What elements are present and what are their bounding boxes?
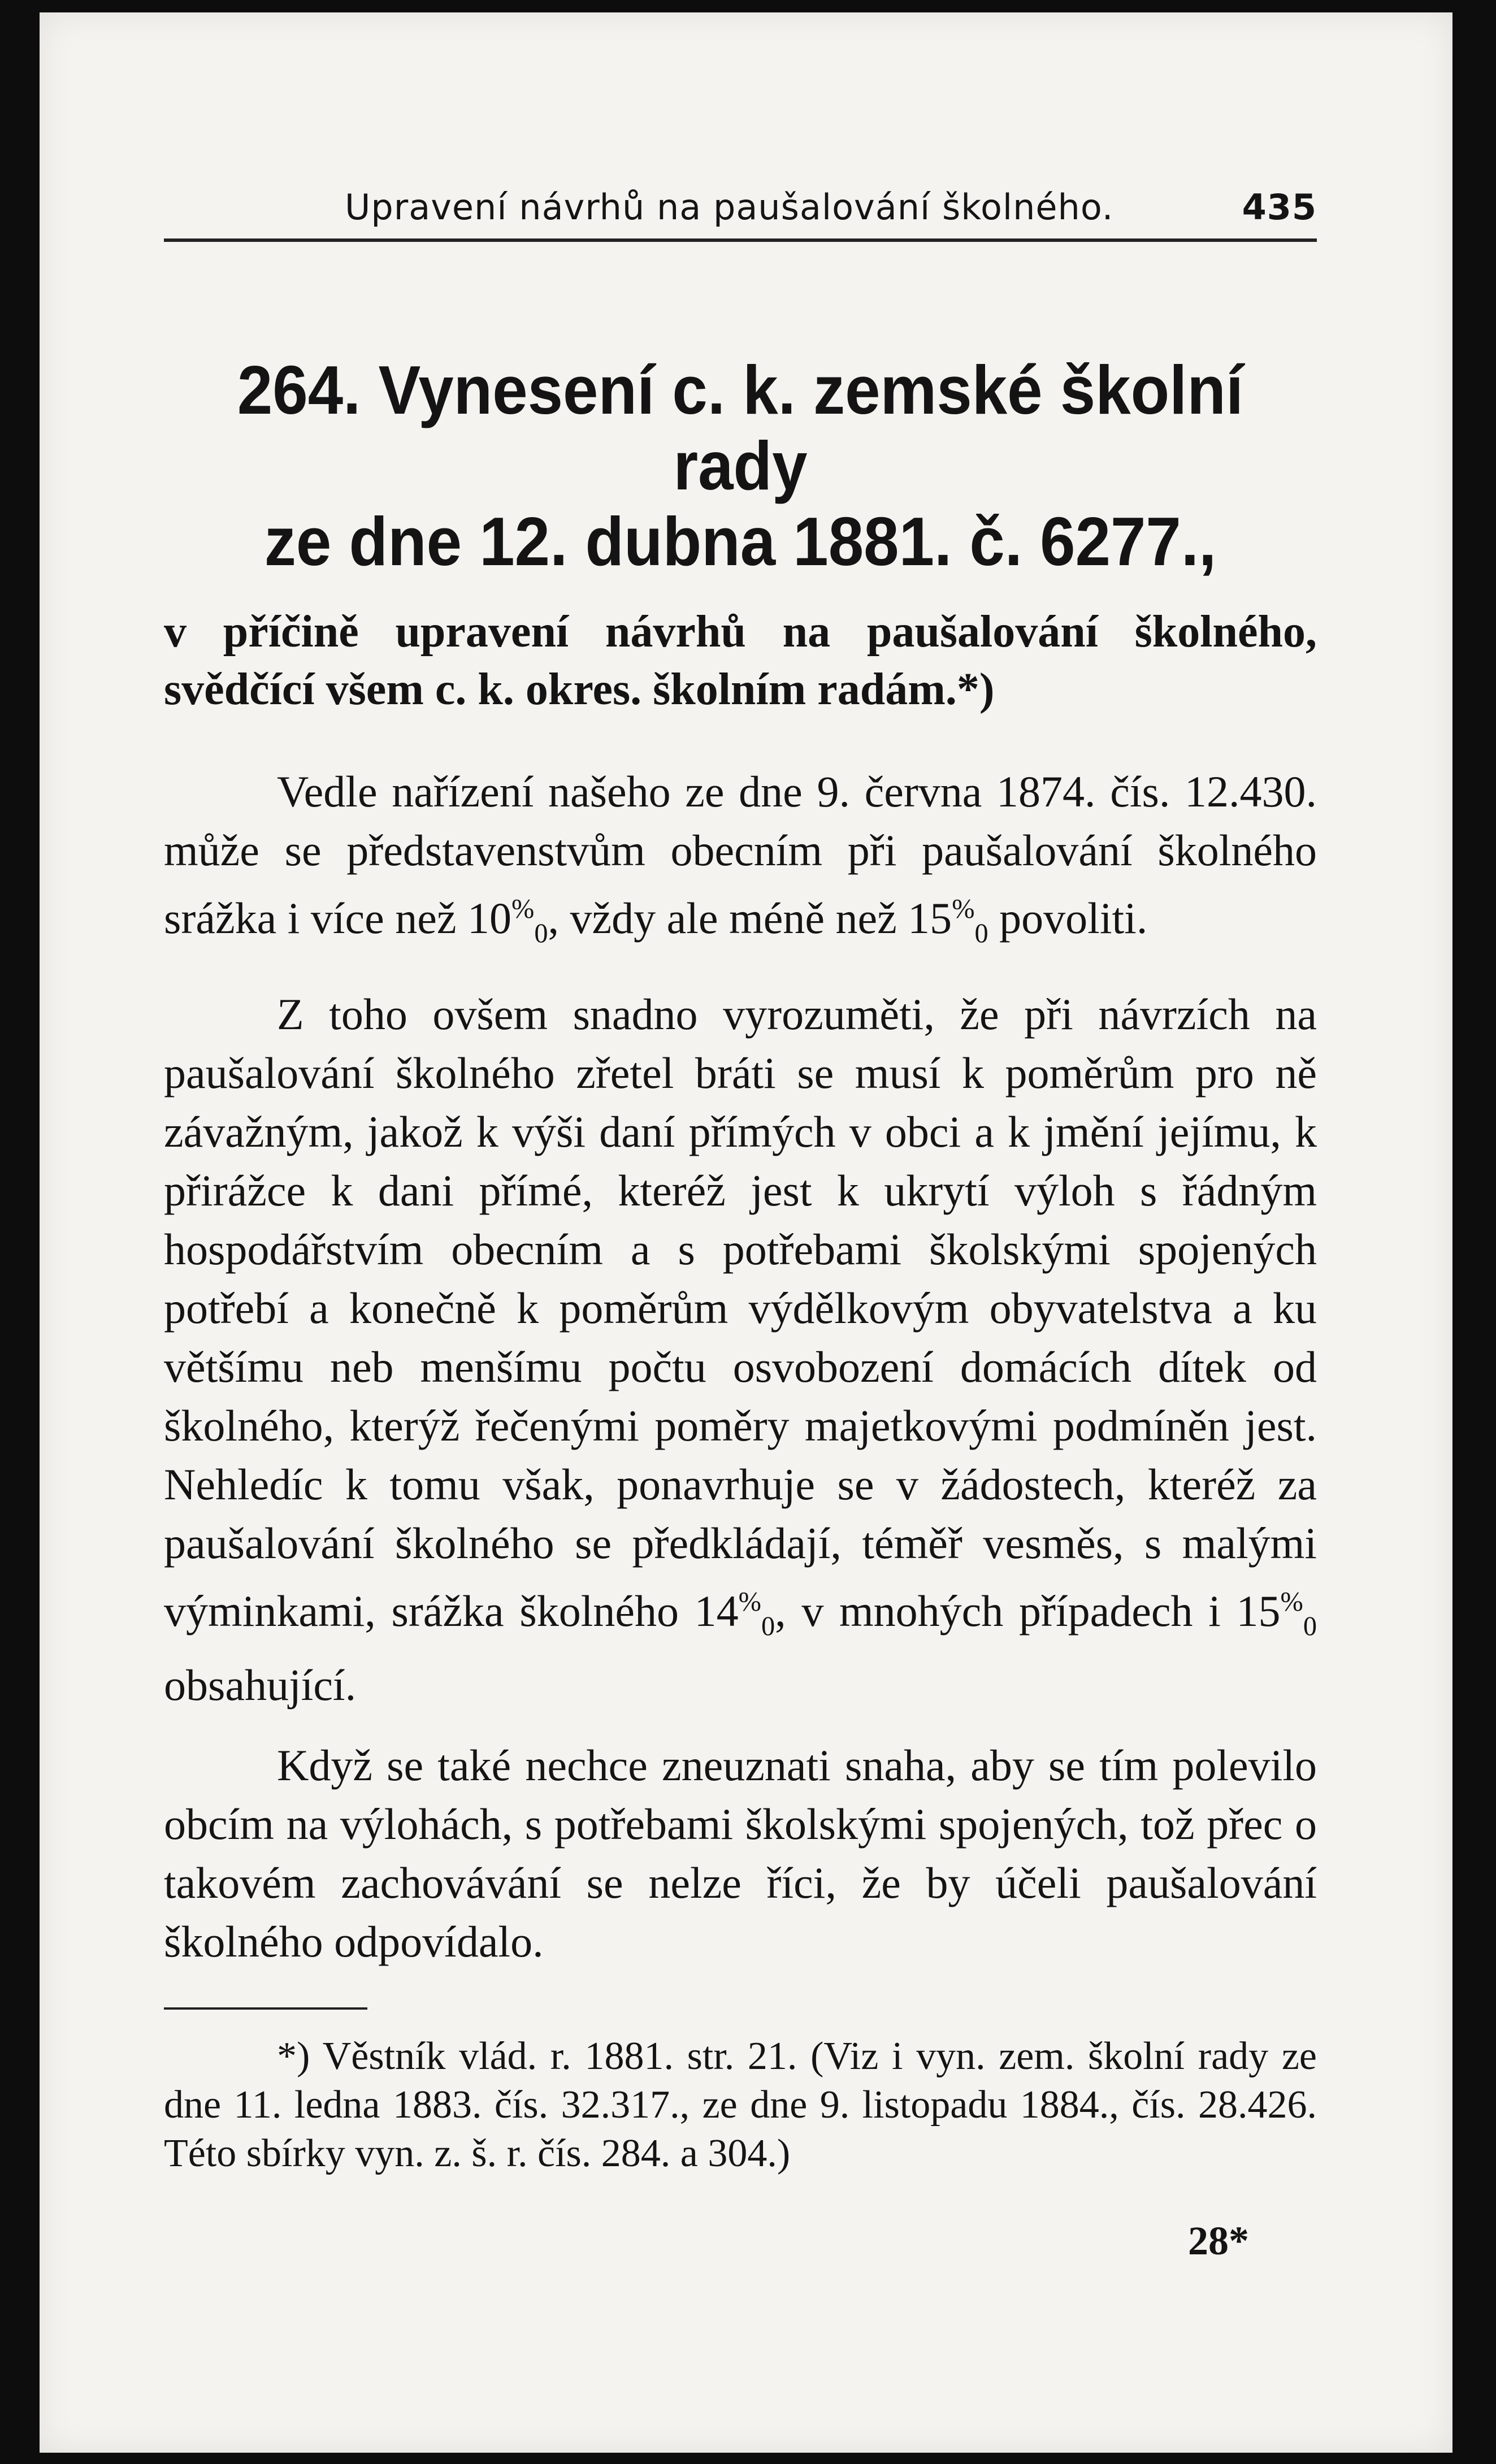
paragraph-2-text-c: obsahující. [164,1660,357,1710]
signature-mark: 28* [1188,2218,1249,2264]
running-head-title: Upravení návrhů na paušalování školného. [345,186,1114,228]
paragraph-3: Když se také nechce zneuznati snaha, aby se tím polevilo obcím na výlohách, s potřebami školskými spojených, tož přec o takovém zachovávání se nelze říci, že by účeli paušalování školného odpovídalo. [164,1741,1317,1967]
percent-zero: 0 [534,918,548,949]
percent-zero: 0 [761,1611,775,1642]
paragraph-1 [164,762,1317,964]
page-content [164,176,1317,2265]
book-page [40,12,1452,2453]
paragraph-1-text-c: povoliti. [988,893,1148,943]
paragraph-2-text-a: Z toho ovšem snadno vyrozuměti, že při návrzích na paušalování školného zřetel bráti se musí k poměrům pro ně závažným, jakož k výši daní přímých v obci a k jmění jejímu, k přirážce k dani přímé, kteréž jest k ukrytí výloh s řádným hospodářstvím obecním a s potřebami školskými spojených potřebí a konečně k poměrům výdělkovým obyvatelstva a ku většímu neb menšímu počtu osvobození domácích dítek od školného, kterýž řečenými poměry majetkovými podmíněn jest. Nehledíc k tomu však, ponavrhuje se v žádostech, kteréž za paušalování školného se předkládají, téměř vesměs, s malými výminkami, srážka školného 14 [164,989,1317,1636]
paragraph-1-text-a: Vedle nařízení našeho ze dne 9. června 1874. čís. 12.430. může se představenstvům obecním při paušalování školného srážka i více než 10 [164,767,1317,943]
percent-zero: 0 [974,918,988,949]
page-number: 435 [1242,186,1317,228]
footnote-divider [164,2007,367,2010]
percent-sign: % [952,894,975,924]
percent-sign: % [738,1586,761,1617]
paragraph-2-text-b: , v mnohých případech i 15 [775,1586,1281,1636]
running-head [164,176,1317,242]
percent-sign: % [1280,1586,1303,1617]
percent-zero: 0 [1303,1611,1317,1642]
decree-heading [210,352,1271,579]
decree-heading-line-1: 264. Vynesení c. k. zemské školní rady [237,352,1244,504]
percent-sign: % [511,894,535,924]
footnote: *) Věstník vlád. r. 1881. str. 21. (Viz i vyn. zem. školní rady ze dne 11. ledna 1883. čís. 32.317., ze dne 9. listopadu 1884., čís. 28.426. Této sbírky vyn. z. š. r. čís. 284. a 304.) [164,2034,1317,2176]
decree-heading-line-2: ze dne 12. dubna 1881. č. 6277., [264,503,1217,580]
paragraph-2 [164,985,1317,1715]
paragraph-1-text-b: , vždy ale méně než 15 [548,893,952,943]
decree-subheading: v příčině upravení návrhů na paušalování školného, svědčící všem c. k. okres. školním radám.*) [164,607,1317,714]
